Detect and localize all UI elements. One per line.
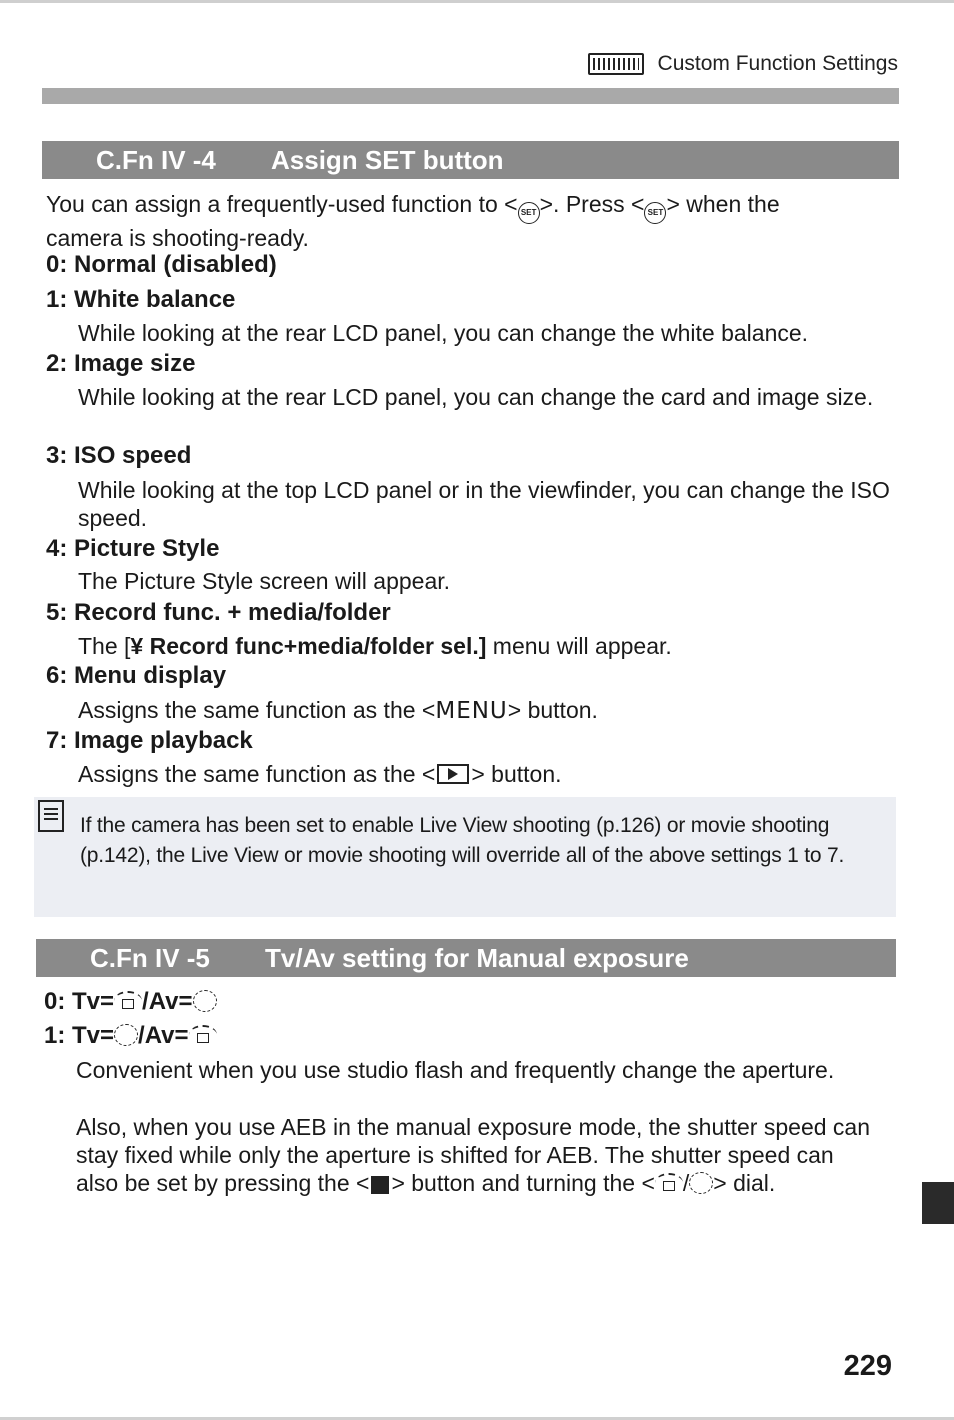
quick-control-dial-icon	[193, 990, 217, 1012]
option-7: 7: Image playback	[46, 727, 253, 754]
quick-control-dial-icon	[689, 1172, 713, 1194]
main-dial-icon	[655, 1173, 683, 1193]
tvav-option-0: 0: Tv= /Av=	[44, 988, 217, 1016]
av-compensation-button-icon	[371, 1176, 389, 1194]
menu-button-label: MENU	[435, 698, 508, 724]
option-1-desc: While looking at the rear LCD panel, you can change the white balance.	[78, 320, 809, 346]
option-2: 2: Image size	[46, 350, 196, 377]
tvav-desc-1: Convenient when you use studio flash and frequently change the aperture.	[76, 1057, 835, 1083]
note-icon	[38, 800, 64, 832]
main-dial-icon	[114, 991, 142, 1011]
option-4: 4: Picture Style	[46, 535, 220, 562]
main-dial-icon	[189, 1025, 217, 1045]
tvav-option-1: 1: Tv= /Av=	[44, 1022, 217, 1050]
tvav-desc-2: Also, when you use AEB in the manual exposure mode, the shutter speed can stay fixed while only the aperture is shifted for AEB. The shutter speed can also be set by pressing the < > button and turning the < / > dial.	[76, 1114, 870, 1196]
option-5: 5: Record func. + media/folder	[46, 599, 391, 626]
section-code: C.Fn IV -4	[96, 144, 216, 175]
top-rule	[0, 0, 954, 3]
option-5-desc: The [¥ Record func+media/folder sel.] menu will appear.	[78, 633, 672, 659]
option-0: 0: Normal (disabled)	[46, 251, 277, 278]
page-tab-marker	[922, 1182, 954, 1224]
menu-icon	[588, 53, 644, 75]
set-button-icon: SET	[518, 202, 540, 224]
set-button-icon: SET	[644, 202, 666, 224]
quick-control-dial-icon	[114, 1024, 138, 1046]
page-number: 229	[843, 1350, 892, 1382]
page-header	[588, 52, 898, 76]
option-3: 3: ISO speed	[46, 442, 192, 469]
section-code: C.Fn IV -5	[90, 942, 210, 973]
note-text: If the camera has been set to enable Live View shooting (p.126) or movie shooting (p.142), the Live View or movie shooting will override all of the above settings 1 to 7.	[80, 814, 845, 867]
section-title: Tv/Av setting for Manual exposure	[265, 942, 689, 973]
section-title-bar	[42, 141, 899, 179]
intro-text: You can assign a frequently-used function to < SET >. Press < SET > when the camera is shooting-ready.	[46, 191, 780, 251]
option-6: 6: Menu display	[46, 662, 227, 689]
header-title: Custom Function Settings	[657, 52, 898, 75]
playback-icon	[437, 764, 469, 784]
setup-menu-icon: ¥	[130, 633, 144, 659]
option-3-desc: While looking at the top LCD panel or in the viewfinder, you can change the ISO speed.	[78, 477, 890, 531]
option-7-desc: Assigns the same function as the < > button.	[78, 761, 562, 787]
option-6-desc: Assigns the same function as the <MENU> button.	[78, 697, 598, 724]
option-4-desc: The Picture Style screen will appear.	[78, 568, 451, 594]
option-2-desc: While looking at the rear LCD panel, you can change the card and image size.	[78, 384, 874, 410]
section-title-bar	[36, 939, 896, 977]
header-bar	[42, 88, 899, 104]
section-title: Assign SET button	[271, 144, 504, 175]
option-1: 1: White balance	[46, 286, 236, 313]
